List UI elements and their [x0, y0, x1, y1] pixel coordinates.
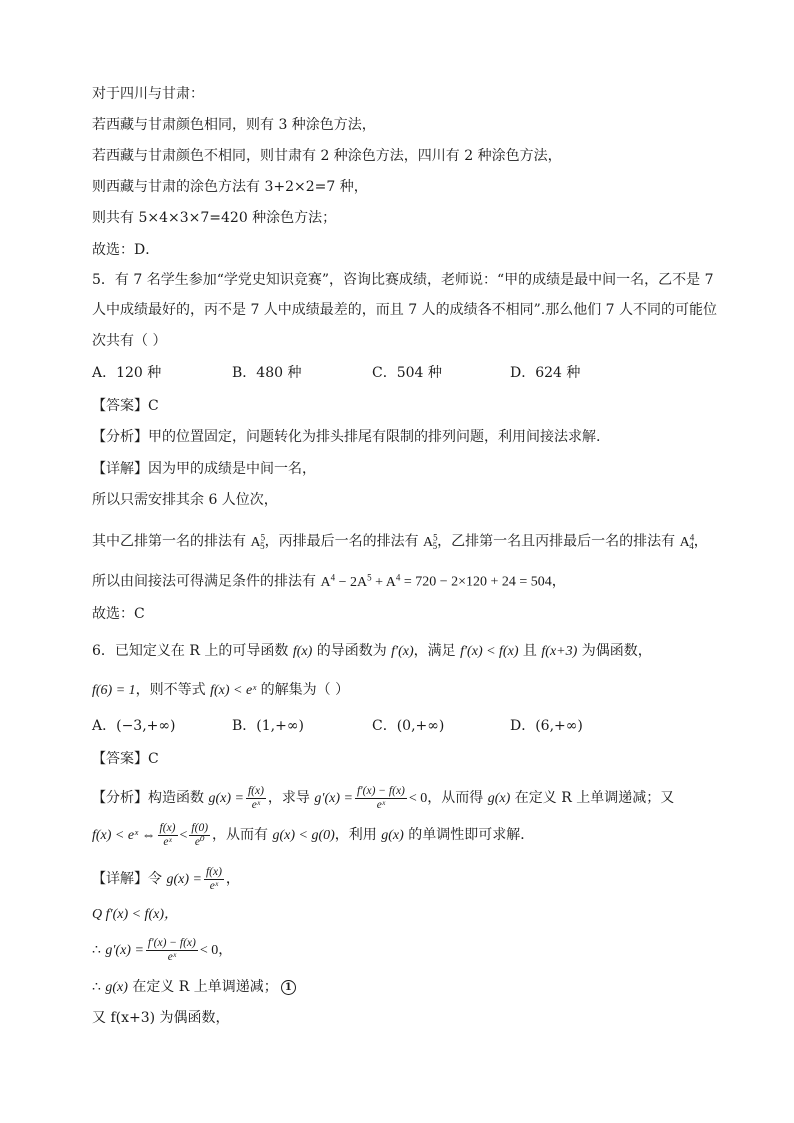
q5-detail4-text-b: = 720 − 2×120 + 24 = 504，: [400, 574, 566, 590]
q6-detail-line2: Q f′(x) < f(x)，: [92, 907, 178, 922]
text-line-count: 则西藏与甘肃的涂色方法有 3+2×2=7 种，: [92, 179, 368, 195]
fraction-fx-ex: $\frac{f(x)}{\text{eˣ}}$: [159, 821, 176, 848]
q6-detail-line5: 又 f(x+3) 为偶函数，: [92, 1010, 230, 1026]
text-line-choice-d: 故选：D．: [92, 242, 160, 258]
fraction-derivative-2: $\frac{f'(x) - f(x)}{\text{eˣ}}$: [147, 936, 196, 963]
q6-detail-line4: ∴ g(x) 在定义 R 上单调递减； 1: [92, 977, 296, 998]
q5-detail-line1: 【详解】因为甲的成绩是中间一名，: [92, 461, 316, 477]
q6-stem-line1: 6．已知定义在 R 上的可导函数 f(x) 的导函数为 f′(x)，满足 f′(x) < f(x) 且 f(x+3) 为偶函数，: [92, 643, 652, 659]
q6-analysis-line1: 【分析】构造函数 g(x) = $\frac{f(x)}{\text{eˣ}}$ ，求导 g′(x) = $\frac{f'(x) - f(x)}{\text{eˣ}}$ < 0，从而得 g(x) 在定义 R 上单调递减；又: [92, 784, 675, 811]
fraction-g-def: $\frac{f(x)}{\text{eˣ}}$: [205, 865, 222, 892]
q5-stem-line2: 人中成绩最好的，丙不是 7 人中成绩最差的，而且 7 人的成绩各不相同”.那么他们 7 人不同的可能位: [92, 302, 718, 318]
q5-option-b: B．480 种: [232, 365, 302, 381]
fraction-fx-over-ex: $\frac{f(x)}{\text{eˣ}}$: [247, 784, 264, 811]
q5-detail3-text-c: ，乙排第一名且丙排最后一名的排法有: [437, 533, 680, 550]
q5-answer: 【答案】C: [92, 398, 159, 414]
perm-a55-2: $A^5_5$: [423, 532, 438, 552]
perm-a44: $A^4_4$: [679, 532, 695, 552]
text-line-sichuan-gansu: 对于四川与甘肃：: [92, 86, 204, 102]
q5-option-a: A．120 种: [92, 365, 162, 381]
q5-stem-line1: 5．有 7 名学生参加“学党史知识竞赛”，咨询比赛成绩，老师说：“甲的成绩是最中间一名，乙不是 7: [92, 272, 714, 288]
q6-option-a: A．(−3,+∞): [92, 718, 176, 734]
q5-detail-line4: [92, 567, 566, 593]
text-line-same-color: 若西藏与甘肃颜色相同，则有 3 种涂色方法，: [92, 117, 376, 133]
q5-analysis: 【分析】甲的位置固定，问题转化为排头排尾有限制的排列问题，利用间接法求解.: [92, 429, 601, 445]
q5-stem-line3: 次共有（ ）: [92, 333, 167, 349]
q6-detail-line1: 【详解】令 g(x) = $\frac{f(x)}{\text{eˣ}}$ ，: [92, 865, 240, 892]
q6-analysis-line2: f(x) < eˣ ⇔ $\frac{f(x)}{\text{eˣ}}$ < $\frac{f(0)}{\text{e⁰}}$ ，从而有 g(x) < g(0)，利用 g(x) 的单调性即可求解．: [92, 821, 535, 848]
fraction-f0-e0: $\frac{f(0)}{\text{e⁰}}$: [191, 821, 209, 848]
q5-option-c: C．504 种: [372, 365, 442, 381]
q5-detail-line2: 所以只需安排其余 6 人位次，: [92, 492, 278, 508]
q5-detail3-text-b: ，丙排最后一名的排法有: [264, 533, 424, 550]
q6-detail-line3: ∴ g′(x) = $\frac{f'(x) - f(x)}{\text{eˣ}}$ < 0，: [92, 936, 233, 963]
q6-stem-line2: f(6) = 1，则不等式 f(x) < eˣ 的解集为（ ）: [92, 682, 350, 698]
q5-final: 故选：C: [92, 606, 145, 622]
indirect-formula: $A^4 - 2A^5 + A^4$: [320, 572, 401, 590]
perm-a55-1: $A^5_5$: [250, 532, 266, 552]
circled-number-one-icon: 1: [281, 980, 296, 995]
q5-detail3-text-d: ，: [693, 533, 708, 550]
fraction-derivative: $\frac{f'(x) - f(x)}{\text{eˣ}}$: [356, 784, 405, 811]
q6-option-c: C．(0,+∞): [372, 718, 445, 734]
q5-detail-line3: [92, 527, 708, 556]
q5-detail3-text-a: 其中乙排第一名的排法有: [92, 533, 251, 550]
q5-detail4-text-a: 所以由间接法可得满足条件的排法有: [92, 573, 321, 590]
q6-answer: 【答案】C: [92, 751, 159, 767]
q5-option-d: D．624 种: [510, 365, 581, 381]
text-line-diff-color: 若西藏与甘肃颜色不相同，则甘肃有 2 种涂色方法，四川有 2 种涂色方法，: [92, 148, 562, 164]
text-line-total: 则共有 5×4×3×7=420 种涂色方法；: [92, 210, 337, 226]
q6-option-b: B．(1,+∞): [232, 718, 304, 734]
q6-option-d: D．(6,+∞): [510, 718, 583, 734]
